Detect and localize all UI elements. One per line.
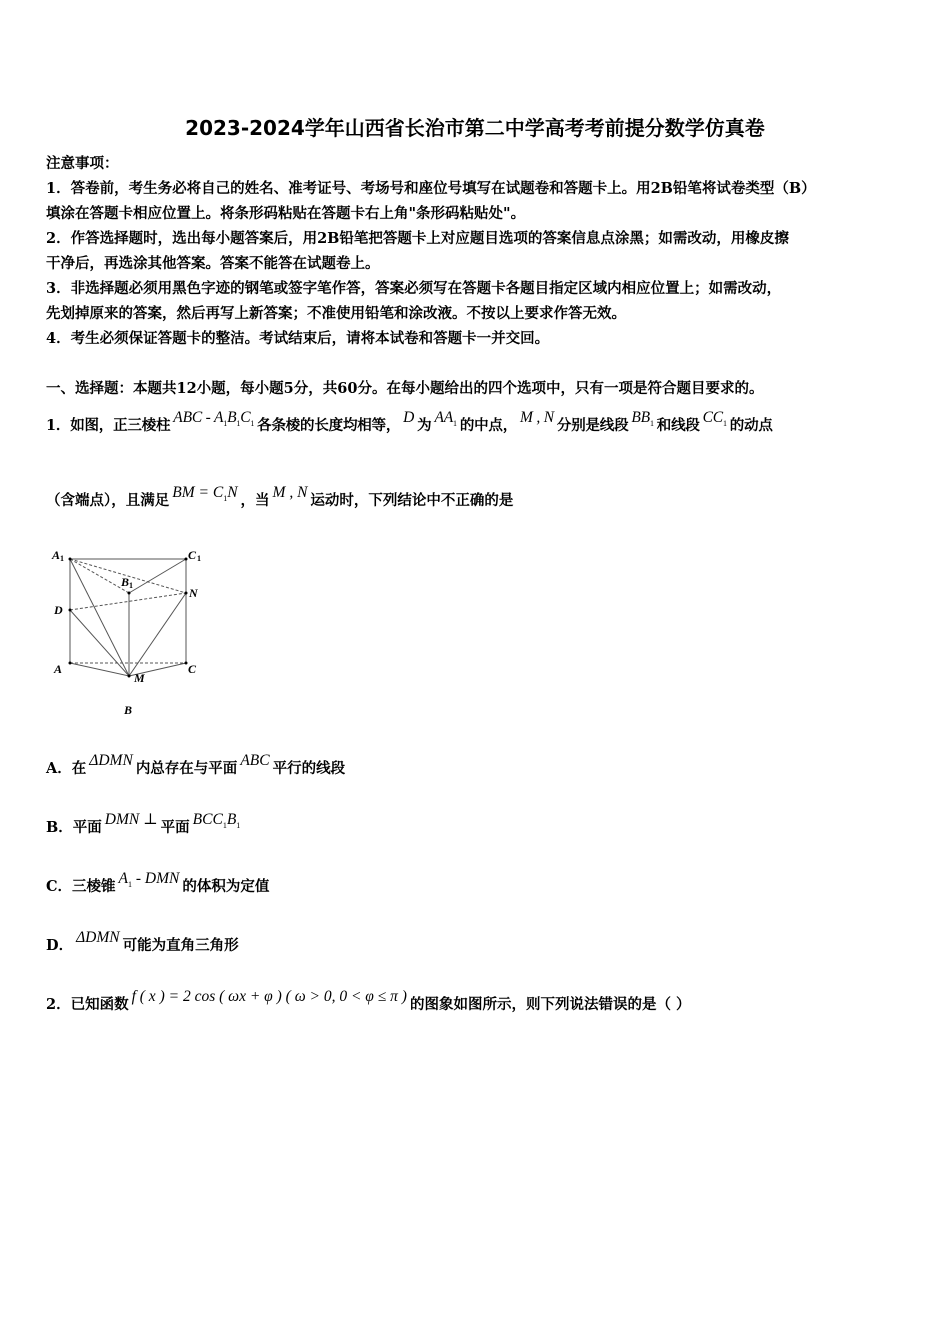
prism-figure (46, 540, 216, 725)
math-aa1: $AA_1$ (434, 409, 457, 429)
q1-text: 的中点， (459, 417, 518, 434)
math-mn: M , N (272, 484, 308, 501)
label-d: D (54, 603, 63, 617)
q2-text: 2．已知函数 (46, 996, 129, 1013)
math-bm-eq: BM = $C_1N$ (172, 484, 238, 504)
math-mn: M , N (520, 409, 554, 426)
label-b: B (124, 703, 133, 717)
q1-text: 分别是线段 (556, 417, 629, 434)
math-function: f ( x ) = 2 cos ( ωx + φ ) ( ω > 0, 0 < φ ≤ π ) (131, 988, 407, 1005)
label-n: N (189, 586, 198, 600)
math-prism: ABC - $A_1B_1C_1$ (173, 409, 255, 429)
notice-line: 先划掉原来的答案，然后再写上新答案；不准使用铅笔和涂改液。不按以上要求作答无效。 (46, 305, 626, 322)
notice-line: 干净后，再选涂其他答案。答案不能答在试题卷上。 (46, 255, 380, 272)
q1-text: 为 (417, 417, 432, 434)
q1-text: 运动时，下列结论中不正确的是 (310, 492, 514, 509)
svg-text:1: 1 (60, 554, 64, 563)
svg-text:1: 1 (197, 554, 201, 563)
notice-line: 3．非选择题必须用黑色字迹的钢笔或签字笔作答，答案必须写在答题卡各题目指定区域内相应位置上；如需改动， (46, 280, 782, 297)
option-a: A．在 ΔDMN 内总存在与平面 ABC 平行的线段 (46, 752, 346, 777)
page-title: 2023-2024学年山西省长治市第二中学高考考前提分数学仿真卷 (185, 116, 765, 140)
notice-line: 填涂在答题卡相应位置上。将条形码粘贴在答题卡右上角"条形码粘贴处"。 (46, 205, 526, 222)
label-b1: B (121, 575, 130, 589)
q2-text: 的图象如图所示，则下列说法错误的是（ ） (409, 996, 691, 1013)
q1-text: 的动点 (729, 417, 773, 434)
label-a: A (54, 662, 63, 676)
q1-text: （含端点），且满足 (46, 492, 170, 509)
label-a1: A (52, 548, 61, 562)
question-1-line-1 (46, 409, 773, 436)
label-c1: C (188, 548, 197, 562)
question-2 (46, 988, 691, 1014)
math-bb1: $BB_1$ (631, 409, 654, 429)
q1-text: ，当 (240, 492, 270, 509)
label-c: C (188, 662, 197, 676)
label-m: M (134, 671, 145, 685)
q1-text: 各条棱的长度均相等， (257, 417, 401, 434)
notice-line: 4．考生必须保证答题卡的整洁。考试结束后，请将本试卷和答题卡一并交回。 (46, 330, 550, 347)
math-cc1: $CC_1$ (702, 409, 727, 429)
notice-line: 1．答卷前，考生务必将自己的姓名、准考证号、考场号和座位号填写在试题卷和答题卡上。用2B铅笔将试卷类型（B） (46, 180, 816, 197)
math-point-d: D (403, 409, 415, 426)
option-d: D． ΔDMN 可能为直角三角形 (46, 929, 239, 954)
option-c: C．三棱锥 $A_1$ - DMN 的体积为定值 (46, 870, 270, 895)
svg-text:1: 1 (129, 581, 133, 590)
notice-heading: 注意事项： (46, 155, 119, 172)
q1-text: 和线段 (656, 417, 700, 434)
q1-text: 1．如图，正三棱柱 (46, 417, 171, 434)
option-b: B．平面 DMN ⊥ 平面 $BCC_1B_1$ (46, 811, 241, 836)
question-1-line-2 (46, 484, 514, 511)
notice-line: 2．作答选择题时，选出每小题答案后，用2B铅笔把答题卡上对应题目选项的答案信息点涂黑；如需改动，用橡皮擦 (46, 230, 789, 247)
section-heading: 一、选择题：本题共12小题，每小题5分，共60分。在每小题给出的四个选项中，只有一项是符合题目要求的。 (46, 380, 764, 397)
